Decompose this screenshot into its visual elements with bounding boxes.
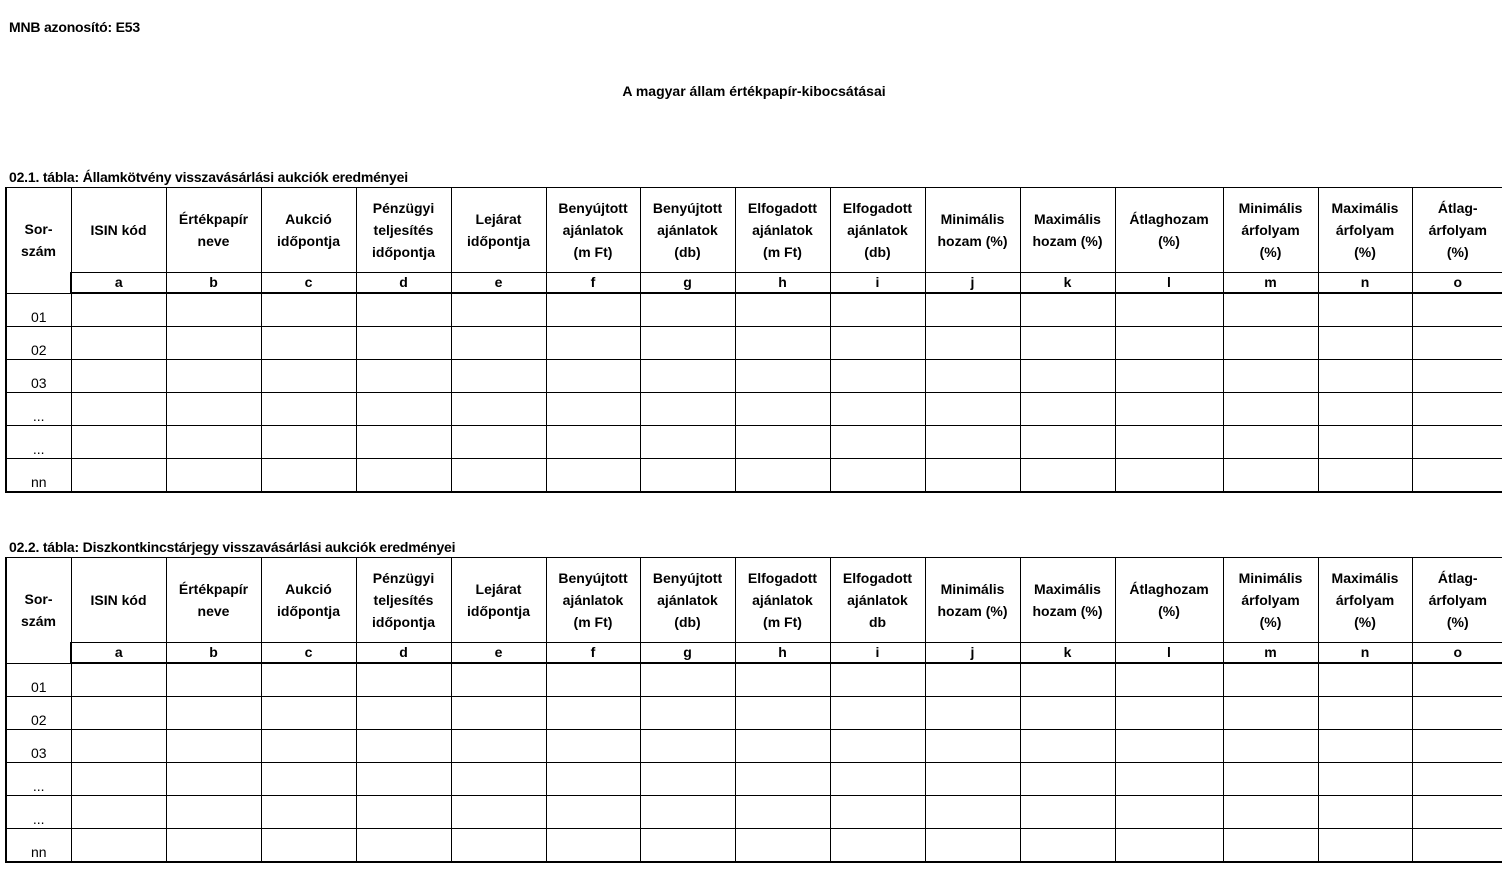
column-header: Maximális hozam (%)	[1020, 558, 1115, 643]
table-2-title: 02.2. tábla: Diszkontkincstárjegy visszavásárlási aukciók eredményei	[9, 539, 456, 555]
row-number: 03	[6, 730, 71, 763]
table-cell	[1412, 393, 1502, 426]
table-cell	[735, 360, 830, 393]
table-cell	[356, 730, 451, 763]
table-cell	[640, 327, 735, 360]
table-cell	[356, 663, 451, 697]
table-cell	[1223, 730, 1318, 763]
column-header: Lejárat időpontja	[451, 558, 546, 643]
table-cell	[356, 829, 451, 863]
column-letter: a	[71, 643, 166, 664]
column-header: Minimális árfolyam (%)	[1223, 188, 1318, 273]
column-header: Elfogadott ajánlatok db	[830, 558, 925, 643]
column-header: Értékpapír neve	[166, 188, 261, 273]
table-cell	[735, 663, 830, 697]
column-header: Sor- szám	[6, 558, 71, 664]
table-cell	[451, 796, 546, 829]
table-cell	[71, 426, 166, 459]
column-header: Aukció időpontja	[261, 188, 356, 273]
column-letter: o	[1412, 273, 1502, 294]
table-cell	[925, 796, 1020, 829]
column-header: Maximális árfolyam (%)	[1318, 188, 1412, 273]
table-cell	[925, 730, 1020, 763]
table-cell	[735, 697, 830, 730]
table-cell	[735, 293, 830, 327]
table-cell	[451, 763, 546, 796]
table-cell	[451, 327, 546, 360]
table-cell	[925, 763, 1020, 796]
column-letter: l	[1115, 643, 1223, 664]
mnb-identifier: MNB azonosító: E53	[9, 19, 140, 35]
table-cell	[166, 730, 261, 763]
table-cell	[1223, 829, 1318, 863]
column-letter: c	[261, 273, 356, 294]
table-cell	[830, 426, 925, 459]
table-row	[6, 459, 1502, 493]
table-row	[6, 426, 1502, 459]
column-header: Benyújtott ajánlatok (db)	[640, 188, 735, 273]
table-cell	[451, 426, 546, 459]
table-cell	[1115, 293, 1223, 327]
column-letter: e	[451, 273, 546, 294]
table-cell	[1318, 796, 1412, 829]
table-cell	[640, 796, 735, 829]
table-row	[6, 293, 1502, 327]
table-row	[6, 663, 1502, 697]
table-cell	[261, 360, 356, 393]
row-number: 02	[6, 327, 71, 360]
table-cell	[925, 697, 1020, 730]
table-cell	[71, 293, 166, 327]
table-cell	[546, 360, 640, 393]
column-header: Minimális árfolyam (%)	[1223, 558, 1318, 643]
table-cell	[1318, 360, 1412, 393]
row-number: nn	[6, 829, 71, 863]
table-cell	[735, 459, 830, 493]
table-cell	[640, 697, 735, 730]
column-header: Elfogadott ajánlatok (db)	[830, 188, 925, 273]
table-cell	[166, 293, 261, 327]
column-letter: k	[1020, 273, 1115, 294]
column-header: Lejárat időpontja	[451, 188, 546, 273]
column-header: Átlag- árfolyam (%)	[1412, 558, 1502, 643]
table-cell	[166, 697, 261, 730]
column-letter: g	[640, 273, 735, 294]
table-cell	[71, 796, 166, 829]
table-cell	[71, 697, 166, 730]
table-row	[6, 360, 1502, 393]
column-letter: h	[735, 273, 830, 294]
table-cell	[640, 360, 735, 393]
row-number: 01	[6, 663, 71, 697]
column-header: Aukció időpontja	[261, 558, 356, 643]
table-cell	[1223, 426, 1318, 459]
column-header: Benyújtott ajánlatok (db)	[640, 558, 735, 643]
table-cell	[1115, 763, 1223, 796]
table-cell	[261, 459, 356, 493]
column-letter: d	[356, 643, 451, 664]
column-letter: l	[1115, 273, 1223, 294]
column-letter: h	[735, 643, 830, 664]
table-cell	[546, 730, 640, 763]
table-cell	[925, 327, 1020, 360]
table-cell	[925, 829, 1020, 863]
table-cell	[1318, 426, 1412, 459]
table-cell	[1318, 697, 1412, 730]
table-cell	[451, 663, 546, 697]
table-cell	[1020, 829, 1115, 863]
table-cell	[830, 796, 925, 829]
table-cell	[1412, 459, 1502, 493]
table-cell	[1412, 796, 1502, 829]
table-cell	[925, 360, 1020, 393]
table-cell	[735, 393, 830, 426]
table-cell	[356, 763, 451, 796]
table-cell	[640, 730, 735, 763]
table-cell	[1115, 459, 1223, 493]
table-cell	[925, 426, 1020, 459]
table-cell	[830, 393, 925, 426]
column-letter: c	[261, 643, 356, 664]
table-cell	[546, 293, 640, 327]
column-header: Pénzügyi teljesítés időpontja	[356, 188, 451, 273]
row-number: 01	[6, 293, 71, 327]
table-cell	[261, 293, 356, 327]
table-cell	[166, 327, 261, 360]
table-cell	[1020, 393, 1115, 426]
table-row	[6, 763, 1502, 796]
table-cell	[71, 360, 166, 393]
table-cell	[261, 829, 356, 863]
row-number: ...	[6, 426, 71, 459]
column-header: Benyújtott ajánlatok (m Ft)	[546, 558, 640, 643]
table-cell	[546, 327, 640, 360]
table-cell	[1020, 360, 1115, 393]
table-cell	[830, 829, 925, 863]
column-letter: i	[830, 643, 925, 664]
row-number: ...	[6, 796, 71, 829]
table-row	[6, 730, 1502, 763]
table-cell	[71, 327, 166, 360]
table-cell	[1318, 293, 1412, 327]
table-cell	[451, 360, 546, 393]
column-letter: b	[166, 643, 261, 664]
table-cell	[1318, 730, 1412, 763]
table-cell	[1115, 426, 1223, 459]
table-cell	[546, 796, 640, 829]
table-cell	[261, 763, 356, 796]
table-cell	[1412, 829, 1502, 863]
column-letter: b	[166, 273, 261, 294]
column-letter: n	[1318, 273, 1412, 294]
table-row	[6, 796, 1502, 829]
table-cell	[640, 663, 735, 697]
table-cell	[640, 829, 735, 863]
table-cell	[830, 293, 925, 327]
row-number: ...	[6, 763, 71, 796]
table-cell	[1412, 360, 1502, 393]
table-cell	[640, 763, 735, 796]
table-cell	[1020, 293, 1115, 327]
table-cell	[261, 730, 356, 763]
row-number: 02	[6, 697, 71, 730]
column-header: Átlag- árfolyam (%)	[1412, 188, 1502, 273]
table-cell	[925, 393, 1020, 426]
table-cell	[1412, 763, 1502, 796]
table-cell	[1223, 360, 1318, 393]
row-number: 03	[6, 360, 71, 393]
table-cell	[640, 393, 735, 426]
table-cell	[1223, 327, 1318, 360]
column-letter: g	[640, 643, 735, 664]
column-letter: o	[1412, 643, 1502, 664]
column-header: ISIN kód	[71, 558, 166, 643]
table-cell	[71, 763, 166, 796]
table-cell	[71, 663, 166, 697]
table-cell	[735, 829, 830, 863]
column-header: Átlaghozam (%)	[1115, 558, 1223, 643]
table-cell	[1223, 697, 1318, 730]
table-cell	[640, 293, 735, 327]
table-cell	[830, 663, 925, 697]
table-cell	[356, 360, 451, 393]
table-cell	[1412, 663, 1502, 697]
table-cell	[1318, 663, 1412, 697]
table-1-state-bond-buyback	[5, 187, 1502, 493]
table-cell	[261, 327, 356, 360]
column-header: Minimális hozam (%)	[925, 558, 1020, 643]
table-row	[6, 697, 1502, 730]
column-letter: e	[451, 643, 546, 664]
table-cell	[640, 426, 735, 459]
table-cell	[451, 697, 546, 730]
table-cell	[640, 459, 735, 493]
table-cell	[1115, 796, 1223, 829]
column-header: Sor- szám	[6, 188, 71, 294]
column-letter: m	[1223, 273, 1318, 294]
table-cell	[166, 663, 261, 697]
table-cell	[356, 459, 451, 493]
table-cell	[166, 360, 261, 393]
column-header: Pénzügyi teljesítés időpontja	[356, 558, 451, 643]
column-letter: f	[546, 643, 640, 664]
table-cell	[1318, 327, 1412, 360]
table-cell	[261, 796, 356, 829]
table-cell	[735, 730, 830, 763]
table-cell	[1318, 829, 1412, 863]
table-row	[6, 327, 1502, 360]
table-cell	[1020, 663, 1115, 697]
table-cell	[1318, 393, 1412, 426]
column-header: Elfogadott ajánlatok (m Ft)	[735, 558, 830, 643]
table-cell	[166, 459, 261, 493]
table-cell	[830, 763, 925, 796]
table-cell	[830, 327, 925, 360]
table-cell	[546, 697, 640, 730]
document-title: A magyar állam értékpapír-kibocsátásai	[622, 83, 886, 99]
table-cell	[261, 697, 356, 730]
table-cell	[71, 393, 166, 426]
table-cell	[830, 360, 925, 393]
table-cell	[735, 763, 830, 796]
table-cell	[1115, 360, 1223, 393]
table-cell	[1115, 393, 1223, 426]
row-number: ...	[6, 393, 71, 426]
table-cell	[925, 293, 1020, 327]
column-letter: k	[1020, 643, 1115, 664]
column-letter: j	[925, 273, 1020, 294]
table-cell	[1223, 663, 1318, 697]
column-header: Minimális hozam (%)	[925, 188, 1020, 273]
table-cell	[1318, 459, 1412, 493]
table-cell	[1020, 426, 1115, 459]
table-cell	[925, 459, 1020, 493]
table-cell	[356, 293, 451, 327]
table-cell	[1020, 763, 1115, 796]
table-cell	[546, 393, 640, 426]
column-letter: j	[925, 643, 1020, 664]
table-cell	[71, 829, 166, 863]
table-cell	[166, 796, 261, 829]
table-cell	[830, 730, 925, 763]
table-cell	[1412, 327, 1502, 360]
table-cell	[356, 697, 451, 730]
table-cell	[356, 796, 451, 829]
column-letter: m	[1223, 643, 1318, 664]
table-cell	[735, 796, 830, 829]
table-cell	[546, 663, 640, 697]
table-cell	[1020, 327, 1115, 360]
table-cell	[166, 829, 261, 863]
table-1-title: 02.1. tábla: Államkötvény visszavásárlási aukciók eredményei	[9, 169, 408, 185]
table-cell	[1412, 697, 1502, 730]
column-letter: n	[1318, 643, 1412, 664]
table-cell	[1223, 459, 1318, 493]
table-2-discount-bill-buyback	[5, 557, 1502, 863]
table-cell	[1020, 697, 1115, 730]
table-cell	[1020, 459, 1115, 493]
column-header: Maximális árfolyam (%)	[1318, 558, 1412, 643]
table-cell	[1115, 697, 1223, 730]
table-cell	[546, 829, 640, 863]
table-cell	[166, 393, 261, 426]
table-cell	[356, 327, 451, 360]
table-cell	[546, 459, 640, 493]
table-cell	[1223, 763, 1318, 796]
table-cell	[261, 393, 356, 426]
table-row	[6, 393, 1502, 426]
table-cell	[451, 393, 546, 426]
table-cell	[166, 763, 261, 796]
table-cell	[1020, 796, 1115, 829]
table-cell	[830, 459, 925, 493]
table-cell	[1020, 730, 1115, 763]
table-cell	[261, 426, 356, 459]
table-cell	[451, 730, 546, 763]
table-cell	[451, 829, 546, 863]
table-cell	[71, 459, 166, 493]
table-cell	[1223, 293, 1318, 327]
table-cell	[546, 426, 640, 459]
table-cell	[735, 327, 830, 360]
table-cell	[1223, 796, 1318, 829]
table-cell	[925, 663, 1020, 697]
table-cell	[356, 393, 451, 426]
table-cell	[451, 293, 546, 327]
table-cell	[261, 663, 356, 697]
table-cell	[735, 426, 830, 459]
table-cell	[451, 459, 546, 493]
column-header: Elfogadott ajánlatok (m Ft)	[735, 188, 830, 273]
column-header: Átlaghozam (%)	[1115, 188, 1223, 273]
table-cell	[1318, 763, 1412, 796]
table-cell	[71, 730, 166, 763]
table-cell	[356, 426, 451, 459]
column-letter: a	[71, 273, 166, 294]
table-cell	[166, 426, 261, 459]
table-cell	[1223, 393, 1318, 426]
table-cell	[1412, 293, 1502, 327]
column-header: Értékpapír neve	[166, 558, 261, 643]
column-header: Maximális hozam (%)	[1020, 188, 1115, 273]
table-cell	[1412, 730, 1502, 763]
table-cell	[1115, 829, 1223, 863]
table-cell	[830, 697, 925, 730]
table-cell	[1115, 730, 1223, 763]
table-cell	[1115, 663, 1223, 697]
column-header: Benyújtott ajánlatok (m Ft)	[546, 188, 640, 273]
table-cell	[1115, 327, 1223, 360]
column-letter: f	[546, 273, 640, 294]
column-header: ISIN kód	[71, 188, 166, 273]
row-number: nn	[6, 459, 71, 493]
table-cell	[1412, 426, 1502, 459]
column-letter: i	[830, 273, 925, 294]
table-cell	[546, 763, 640, 796]
table-row	[6, 829, 1502, 863]
column-letter: d	[356, 273, 451, 294]
